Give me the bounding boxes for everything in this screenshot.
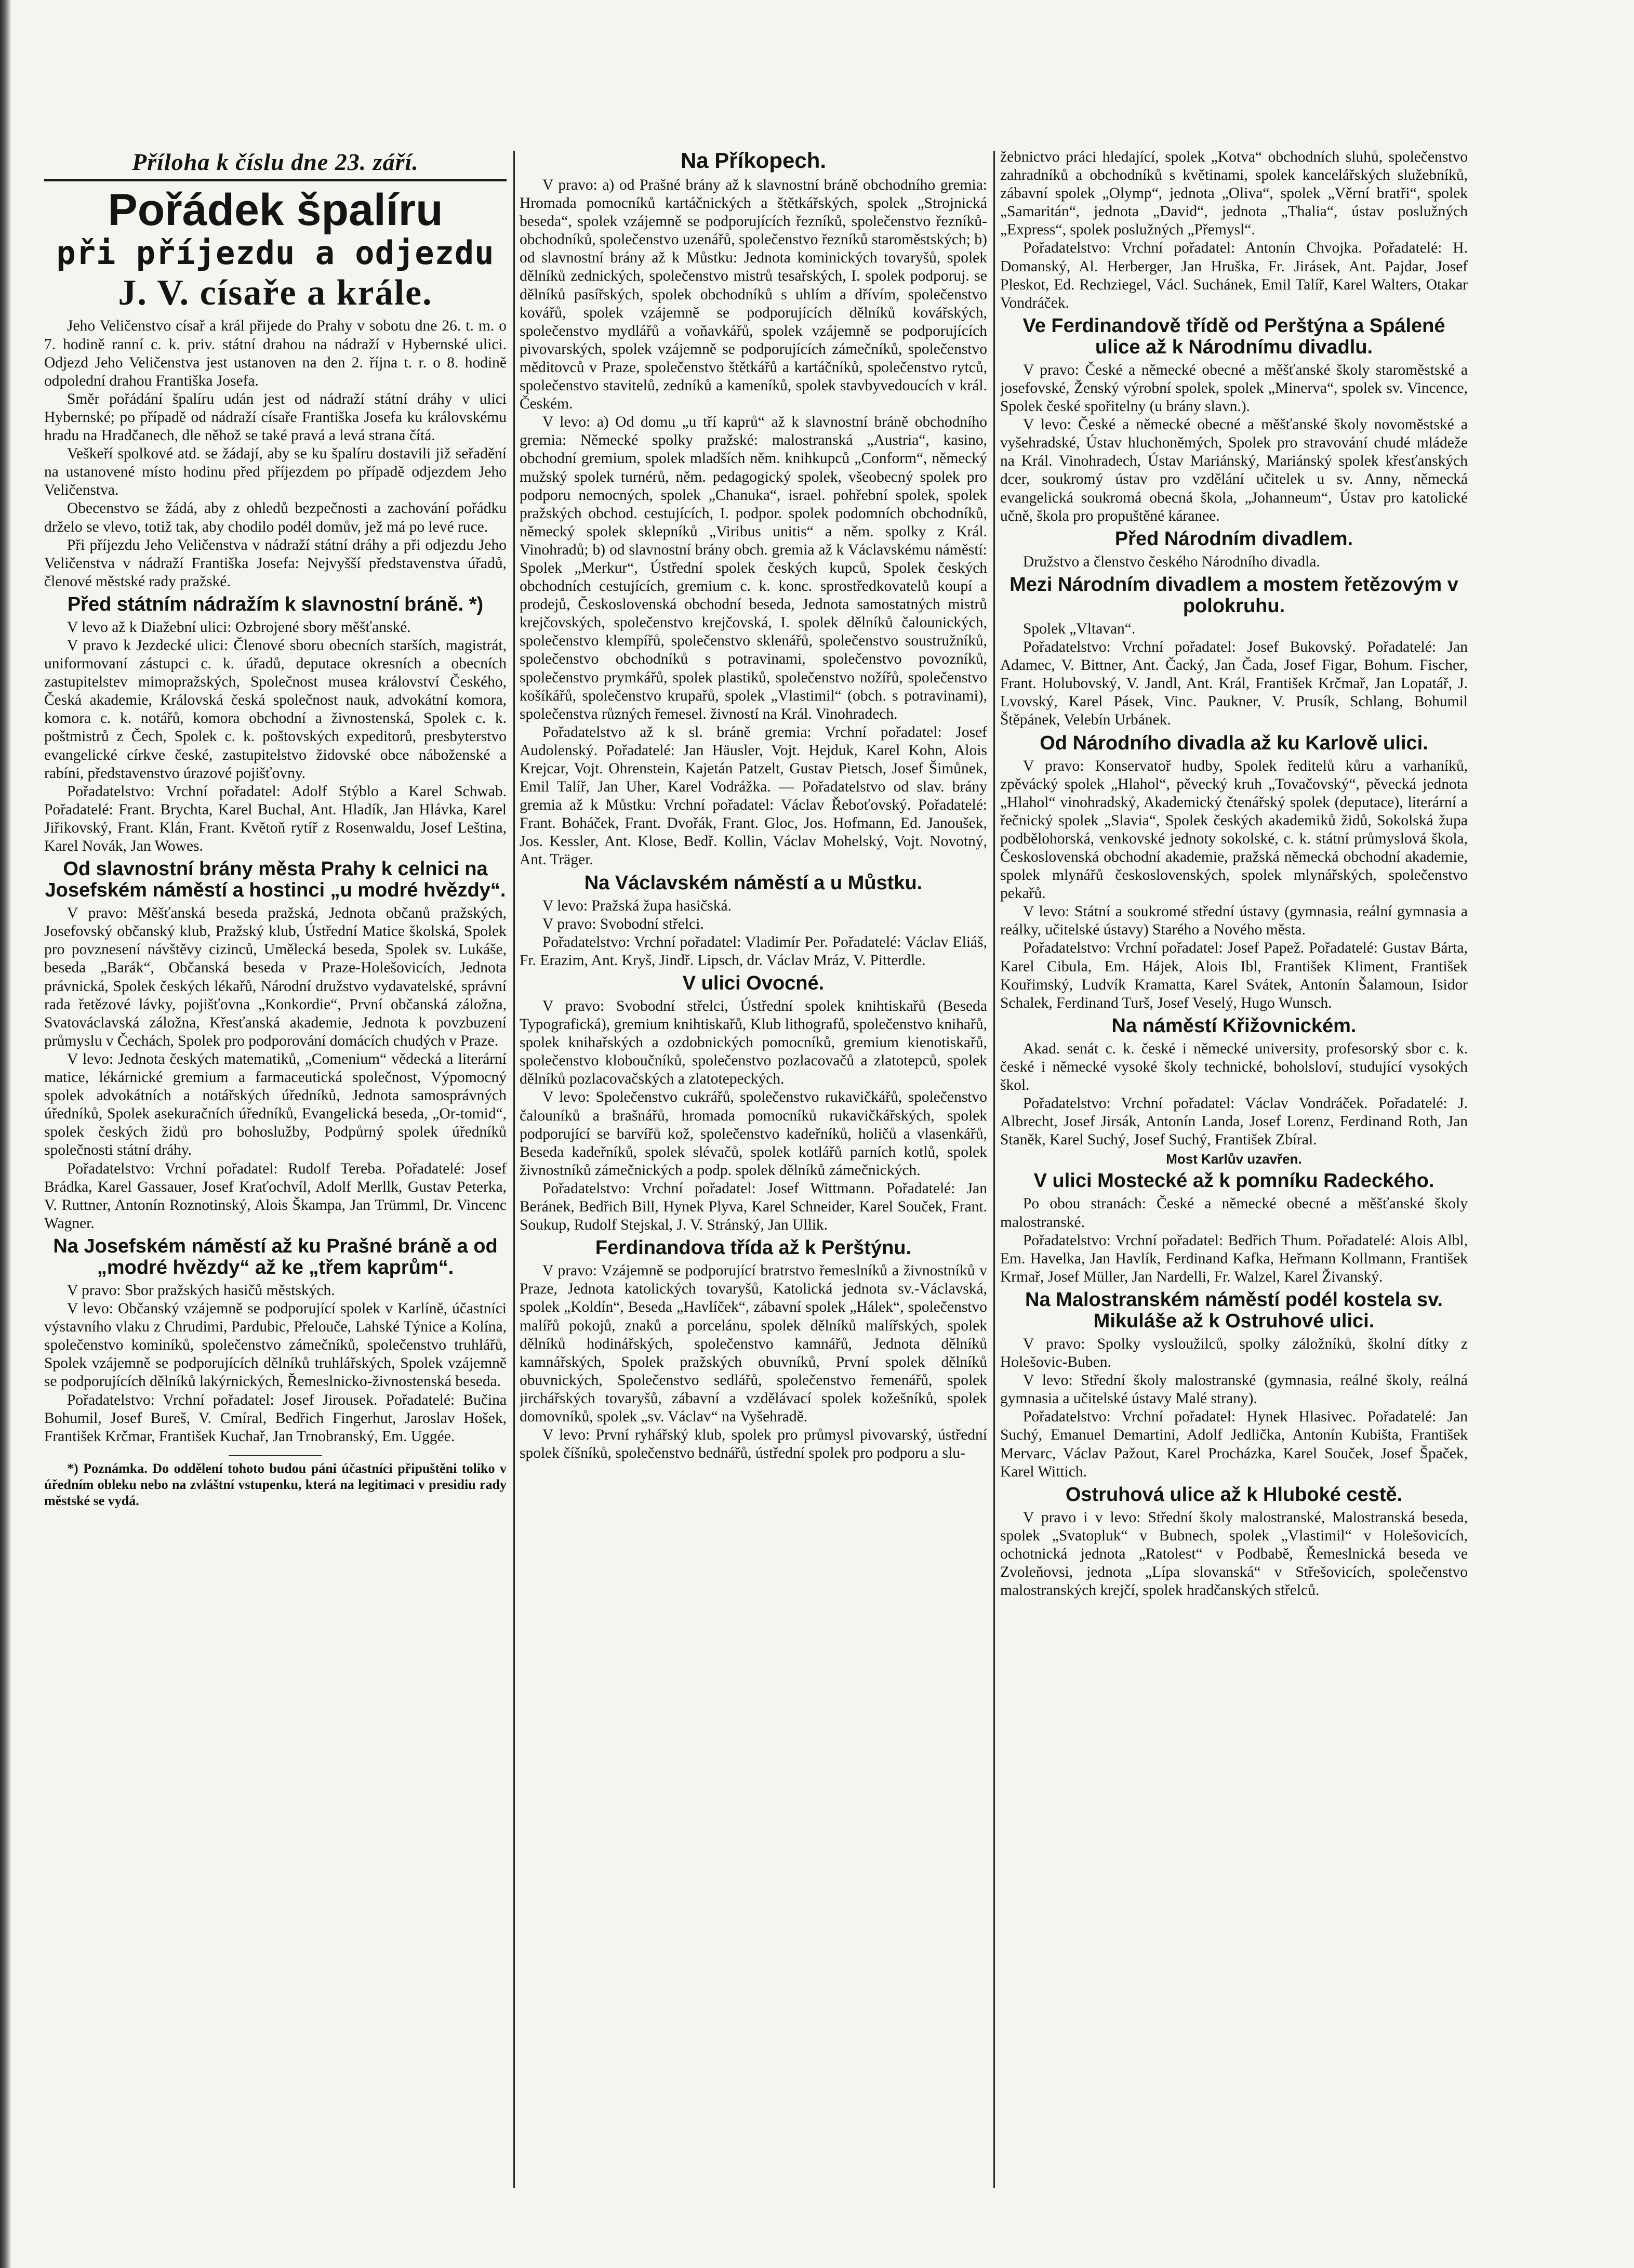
- footnote: *) Poznámka. Do oddělení tohoto budou páni účastníci připuštěni toliko v úředním obleku nebo na zvláštní vstupenku, která na legitimaci v presidiu rady městské se vydá.: [44, 1460, 507, 1509]
- column-divider: [993, 151, 995, 2188]
- section-heading: Na Malostranském náměstí podél kostela sv. Mikuláše až k Ostruhové ulici.: [1025, 1288, 1443, 1332]
- section-heading: Před Národním divadlem.: [1114, 528, 1353, 550]
- paragraph: Pořadatelstvo: Vrchní pořadatel: Václav Vondráček. Pořadatelé: J. Albrecht, Josef Jirsák, Antonín Landa, Josef Lorenz, Ferdinand Roth, Jan Staněk, Karel Suchý, Josef Suchý, František Zbíral.: [1000, 1095, 1468, 1149]
- section-heading: Na Václavském náměstí a u Můstku.: [584, 872, 923, 894]
- paragraph: Akad. senát c. k. české i německé university, profesorský sbor c. k. české i německé vysoké školy technické, boholsloví, studující vysokých škol.: [1000, 1040, 1468, 1094]
- paragraph: V pravo: Spolky vysloužilců, spolky záložníků, školní dítky z Holešovic-Buben.: [1000, 1336, 1468, 1371]
- paragraph: Pořadatelstvo: Vrchní pořadatel: Hynek Hlasivec. Pořadatelé: Jan Suchý, Emanuel Demartini, Adolf Jedlička, Antonín Kubišta, František Mervarc, Václav Pažout, Karel Procházka, Karel Souček, Josef Špaček, Karel Wittich.: [1000, 1408, 1468, 1480]
- page-subtitle-emperor: J. V. císaře a krále.: [118, 273, 433, 313]
- section-heading: Od Národního divadla až ku Karlově ulici.: [1040, 732, 1428, 754]
- column-1: [44, 148, 507, 2191]
- column-divider: [513, 151, 515, 2188]
- paragraph: V pravo: Svobodní střelci.: [542, 915, 704, 932]
- paragraph: V pravo: Konservatoř hudby, Spolek ředitelů kůru a varhaníků, zpěvácký spolek „Hlahol“, pěvecký kruh „Tovačovský“, pěvecká jednota „Hlahol“ vinohradský, Akademický čtenářský spolek (deputace), literární a řečnický spolek „Slavia“, Spolek českých akademiků židů, Sokolská župa podbělohorská, venkovské jednoty sokolské, c. k. státní průmyslová škola, Československá obchodní akademie, pražská německá obchodní akademie, spolek mlynářů československých, spolek mlynářských, společenstvo pekařů.: [1000, 757, 1468, 902]
- section-heading: Na Josefském náměstí až ku Prašné bráně a od „modré hvězdy“ až ke „třem kaprům“.: [53, 1235, 498, 1278]
- paragraph: Obecenstvo se žádá, aby z ohledů bezpečnosti a zachování pořádku drželo se vlevo, totiž tak, aby chodilo podél domův, jež má po levé ruce.: [44, 500, 507, 535]
- paragraph: Pořadatelstvo: Vrchní pořadatel: Vladimír Per. Pořadatelé: Václav Eliáš, Fr. Erazim, Ant. Kryš, Jindř. Lipsch, dr. Václav Mráz, V. Pitterdle.: [520, 933, 987, 969]
- paragraph: V levo: České a německé obecné a měšťanské školy novoměstské a vyšehradské, Ústav hluchoněmých, Spolek pro stravování chudé mládeže na Král. Vinohradech, Ústav Mariánský, Mariánský spolek křesťanských dcer, soukromý ústav pro vzdělání učitelek u sv. Anny, německá evangelická soukromá obecná škola, „Johanneum“, Ústav pro katolické učně, škola pro propuštěné káranee.: [1000, 416, 1468, 524]
- paragraph: Pořadatelstvo: Vrchní pořadatel: Rudolf Tereba. Pořadatelé: Josef Brádka, Karel Gassauer, Josef Kraťochvíl, Adolf Merllk, Gustav Peterka, V. Ruttner, Antonín Roznotinský, Alois Škampa, Jan Trümml, Dr. Vincenc Wagner.: [44, 1160, 507, 1232]
- paragraph: V pravo: Vzájemně se podporující bratrstvo řemeslníků a živnostníků v Praze, Jednota katolických tovaryšů, Katolická jednota sv.-Václavská, spolek „Koldín“, Beseda „Havlíček“, zábavní spolek „Hálek“, společenstvo malířů pokojů, znaků a porcelánu, spolek dělníků malířských, spolek dělníků hodinářských, společenstvo kamnářů, Jednota dělníků kamnářských, Spolek pražských obuvníků, První spolek dělníků obuvnických, Společenstvo sedlářů, společenstvo řemenářů, spolek jirchářských tovaryšů, zábavní a vzdělávací spolek kožešníků, spolek domovníků, spolek „sv. Václav“ na Vyšehradě.: [520, 1262, 987, 1425]
- supplement-line: Příloha k číslu dne 23. září.: [132, 149, 419, 175]
- column-3: [1000, 148, 1468, 2206]
- paragraph: Při příjezdu Jeho Veličenstva v nádraží státní dráhy a při odjezdu Jeho Veličenstva v nádraží Františka Josefa: Nejvyšší představenstva úřadů, členové městské rady pražské.: [44, 536, 507, 590]
- paragraph: Pořadatelstvo: Vrchní pořadatel: Josef Bukovský. Pořadatelé: Jan Adamec, V. Bittner, Ant. Čacký, Jan Čada, Josef Figar, Bohum. Fischer, Frant. Holubovský, V. Jandl, Ant. Král, František Krčmař, Jan Lopatář, J. Lvovský, Karel Pásek, Vinc. Paukner, V. Prusík, Schlang, Bohumil Štěpánek, Velebín Urbánek.: [1000, 639, 1468, 729]
- paragraph: V levo: Jednota českých matematiků, „Comenium“ vědecká a literární matice, lékárnické gremium a farmaceutická společnost, Výpomocný spolek advokátních a notářských úředníků, Jednota samosprávných úředníků, Spolek asekuračních úředníků, Evangelická beseda, „Or-tomid“, spolek českých židů pro bohoslužby, Podpůrný spolek úředníků společnosti státní dráhy.: [44, 1050, 507, 1159]
- paragraph: V pravo: Sbor pražských hasičů městských.: [67, 1282, 335, 1299]
- paragraph: Pořadatelstvo: Vrchní pořadatel: Bedřich Thum. Pořadatelé: Alois Albl, Em. Havelka, Jan Havlík, Ferdinand Kafka, Heřmann Kollmann, František Krmař, Josef Müller, Jan Nardelli, Fr. Walzel, Karel Živanský.: [1000, 1232, 1468, 1285]
- section-heading: V ulici Mostecké až k pomníku Radeckého.: [1033, 1170, 1434, 1192]
- section-heading: V ulici Ovocné.: [682, 972, 825, 994]
- paragraph: V levo: Střední školy malostranské (gymnasia, reálné školy, reálná gymnasia a učitelské ústavy Malé strany).: [1000, 1372, 1468, 1407]
- paragraph: V pravo k Jezdecké ulici: Členové sboru obecních starších, magistrát, uniformovaní zástupci c. k. úřadů, deputace okresních a obecních zastupitelstev mimopražských, Společnost musea království Českého, Česká akademie, Královská česká společnost nauk, advokátní komora, komora c. k. notářů, komora obchodní a živnostenská, Spolek c. k. poštmistrů z Čech, Spolek c. k. poštovských expeditorů, presbyterstvo evangelické církve české, zastupitelstvo židovské obce náboženské a rabíni, představenstvo úrazové pojišťovny.: [44, 637, 507, 782]
- binding-edge: [0, 0, 11, 2268]
- paragraph: V levo: Pražská župa hasičská.: [542, 897, 732, 914]
- paragraph: V levo: Společenstvo cukrářů, společenstvo rukavičkářů, společenstvo čalouníků a brašnářů, hromada pomocníků rukavičkářských, spolek podporující se barvířů kož, společenstvo kadeřníků, holičů a vlasenkářů, Beseda kadeřníků, spolek slévačů, spolek kotlářů parních kotlů, spolek živnostníků zámečnických a podp. spolek dělníků zámečnických.: [520, 1089, 987, 1179]
- paragraph: Veškeří spolkové atd. se žádají, aby se ku špalíru dostavili již seřadění na ustanovené místo hodinu před příjezdem po případě odjezdem Jeho Veličenstva.: [44, 445, 507, 499]
- page-subtitle: při příjezdu a odjezdu: [56, 234, 495, 272]
- paragraph: Směr pořádání špalíru udán jest od nádraží státní dráhy v ulici Hybernské; po případě od nádraží císaře Františka Josefa ku královskému hradu na Hradčanech, dle něhož se také pravá a levá strana čítá.: [44, 390, 507, 444]
- paragraph: V levo: První ryhářský klub, spolek pro průmysl pivovarský, ústřední spolek číšníků, společenstvo bednářů, ústřední spolek pro podporu a slu-: [520, 1427, 987, 1462]
- paragraph: Pořadatelstvo až k sl. bráně gremia: Vrchní pořadatel: Josef Audolenský. Pořadatelé: Jan Häusler, Vojt. Hejduk, Karel Kohn, Alois Krejcar, Vojt. Ohrenstein, Kajetán Patzelt, Gustav Pietsch, Josef Šimůnek, Emil Talíř, Jan Uher, Karel Vodrážka. — Pořadatelstvo od slav. brány gremia až k Můstku: Vrchní pořadatel: Václav Řeboťovský. Pořadatelé: Frant. Boháček, Frant. Dvořák, Frant. Gloc, Jos. Hofmann, Ed. Janoušek, Jos. Kessler, Ant. Klose, Bedř. Kollin, Václav Mohelský, Vojt. Novotný, Ant. Träger.: [520, 723, 987, 868]
- paragraph: Pořadatelstvo: Vrchní pořadatel: Josef Jirousek. Pořadatelé: Bučina Bohumil, Josef Bureš, V. Cmíral, Bedřich Fingerhut, Jaroslav Hošek, František Krčmar, František Kuchař, Jan Trnobranský, Em. Uggée.: [44, 1391, 507, 1445]
- paragraph: Jeho Veličenstvo císař a král přijede do Prahy v sobotu dne 26. t. m. o 7. hodině ranní c. k. priv. státní drahou na nádraží v Hybernské ulici. Odjezd Jeho Veličenstva jest ustanoven na den 2. října t. r. o 8. hodině odpolední drahou Františka Josefa.: [44, 318, 507, 389]
- paragraph: žebnictvo práci hledající, spolek „Kotva“ obchodních sluhů, společenstvo zahradníků a obchodníků s květinami, spolek kancelářských služebníků, zábavní spolek „Olymp“, jednota „Oliva“, spolek „Věrní bratři“, spolek „Samaritán“, jednota „David“, jednota „Thalia“, ústav poslužných „Express“, spolek poslužných „Přemysl“.: [1000, 149, 1468, 239]
- paragraph: Po obou stranách: České a německé obecné a měšťanské školy malostranské.: [1000, 1195, 1468, 1231]
- section-heading: Na náměstí Křižovnickém.: [1111, 1014, 1357, 1037]
- notice-line: Most Karlův uzavřen.: [1166, 1151, 1302, 1167]
- paragraph: Pořadatelstvo: Vrchní pořadatel: Adolf Stýblo a Karel Schwab. Pořadatelé: Frant. Brychta, Karel Buchal, Ant. Hladík, Jan Hlávka, Karel Jiřikovský, Frant. Klán, Frant. Květoň rytíř z Rosenwaldu, Josef Leština, Karel Novák, Jan Wowes.: [44, 783, 507, 855]
- paragraph: V pravo i v levo: Střední školy malostranské, Malostranská beseda, spolek „Svatopluk“ v Bubnech, spolek „Vlastimil“ v Holešovicích, ochotnická jednota „Ratolest“ v Podbabě, Řemeslnická beseda ve Zvoleňovsi, jednota „Lípa slovanská“ v Střešovicích, společenstvo malostranských krejčí, spolek hradčanských střelců.: [1000, 1509, 1468, 1599]
- section-heading: Od slavnostní brány města Prahy k celnici na Josefském náměstí a hostinci „u modré hvězdy“.: [45, 858, 506, 902]
- header-rule: [44, 179, 507, 181]
- paragraph: V pravo: České a německé obecné a měšťanské školy staroměstské a josefovské, Ženský výrobní spolek, spolek „Minerva“, spolek sv. Vincence, Spolek české spořitelny (u brány slavn.).: [1000, 361, 1468, 415]
- section-heading: Ve Ferdinandově třídě od Perštýna a Spálené ulice až k Národnímu divadlu.: [1022, 314, 1445, 358]
- paragraph: Pořadatelstvo: Vrchní pořadatel: Josef Papež. Pořadatelé: Gustav Bárta, Karel Cibula, Em. Hájek, Alois Ibl, František Kliment, František Kouřimský, Ludvík Kramatta, Karel Svátek, Antonín Šalamoun, Isidor Schalek, Ferdinand Turš, Josef Veselý, Hugo Wunsch.: [1000, 940, 1468, 1011]
- section-heading: Ferdinandova třída až k Perštýnu.: [595, 1237, 912, 1259]
- paragraph: V levo až k Diažební ulici: Ozbrojené sbory měšťanské.: [67, 618, 411, 636]
- paragraph: V pravo: a) od Prašné brány až k slavnostní bráně obchodního gremia: Hromada pomocníků kartáčnických a štětkářských, spolek „Strojnická beseda“, spolek vzájemně se podporujících řezníků, společenstvo řezníků-obchodníků, společenstvo uzenářů, společenstvo řezníků staroměstských; b) od slavnostní brány až k Můstku: Jednota kominických tovaryšů, spolek dělníků zednických, společenstvo mistrů tesařských, I. spolek podporuj. se dělníků pasířských, spolek obchodníků s uhlím a dřívím, společenstvo kovářů, spolek vzájemně se podporujících dělníků kovářských, společenstvo mydlářů a voňavkářů, spolek vzájemně se podporujících pivovarských, spolek vzájemně se podporujících zámečníků, společenstvo měditovců v Praze, společenstvo štětkářů a kartáčníků, společenstvo rytců, společenstvo stavitelů, zedníků a kameníků, spolek stavbyvedoucích v král. Českém.: [520, 177, 987, 413]
- column-heading: Na Příkopech.: [680, 148, 827, 173]
- section-heading: Mezi Národním divadlem a mostem řetězovým v polokruhu.: [1009, 573, 1458, 617]
- paragraph: Pořadatelstvo: Vrchní pořadatel: Josef Wittmann. Pořadatelé: Jan Beránek, Bedřich Bill, Hynek Plyva, Karel Schneider, Karel Souček, Frant. Soukup, Rudolf Stejskal, J. V. Stránský, Jan Ullik.: [520, 1180, 987, 1234]
- paragraph: Pořadatelstvo: Vrchní pořadatel: Antonín Chvojka. Pořadatelé: H. Domanský, Al. Herberger, Jan Hruška, Fr. Jirásek, Ant. Pajdar, Josef Pleskot, Ed. Rechziegel, Václ. Suchánek, Emil Talíř, Karel Walters, Otakar Vondráček.: [1000, 240, 1468, 311]
- paragraph: V levo: a) Od domu „u tří kaprů“ až k slavnostní bráně obchodního gremia: Německé spolky pražské: malostranská „Austria“, kasino, obchodní gremium, spolek mladších něm. knihkupců „Conform“, německý mužský spolek turnérů, něm. pedagogický spolek, všeobecný spolek pro podporu nemocných, spolek „Chanuka“, israel. pohřební spolek, spolek pražských obchod. cestujících, I. podpor. spolek podomních obchodníků, německý spolek sklepníků „Viribus unitis“ a něm. spolky z Král. Vinohradů; b) od slavnostní brány obch. gremia až k Václavskému náměstí: Spolek „Merkur“, Ústřední spolek českých kupců, Spolek českých obchodních cestujících, gremium c. k. konc. sprostředkovatelů koupí a prodejů, Československá obchodní beseda, Jednota samostatných mistrů krejčovských, společenstvo krejčovská, I. spolek dělníků čalounických, společenstvo klempířů, společenstvo sklenářů, společenstvo soustružníků, společenstvo obchodníků s potravinami, společenstvo povozníků, společenstvo prymkářů, spolek plastiků, společenstvo nožířů, společenstvo košíkářů, společenstvo krupařů, spolek „Vlastimil“ (obch. s potravinami), společenstva různých řemesel. živností na Král. Vinohradech.: [520, 414, 987, 722]
- paragraph: Družstvo a členstvo českého Národního divadla.: [1023, 553, 1320, 570]
- paragraph: V levo: Občanský vzájemně se podporující spolek v Karlíně, účastníci výstavního vlaku z Chrudimi, Pardubic, Přelouče, Lahské Týnice a Kolína, společenstvo kominíků, společenstvo zámečníků, společenstvo truhlářů, Spolek vzájemně se podporujících dělníků truhlářských, Spolek vzájemně se podporujících dělníků lakýrnických, Řemeslnicko-živnostenská beseda.: [44, 1300, 507, 1390]
- paragraph: V pravo: Měšťanská beseda pražská, Jednota občanů pražských, Josefovský občanský klub, Pražský klub, Ústřední Matice školská, Spolek pro povznesení návštěvy cizinců, Umělecká beseda, Spolek sv. Lukáše, beseda „Barák“, Občanská beseda v Praze-Holešovicích, Jednota právnická, Spolek českých lékařů, Národní družstvo vydavatelské, správní rada řetězové lávky, pojišťovna „Konkordie“, První občanská záložna, Svatováclavská záložna, Křesťanská akademie, Jednota k povzbuzení průmyslu v Čechách, Spolek pro podporování domácích chudých v Praze.: [44, 905, 507, 1049]
- section-heading: Ostruhová ulice až k Hluboké cestě.: [1065, 1483, 1403, 1506]
- paragraph: Spolek „Vltavan“.: [1023, 620, 1136, 637]
- footnote-rule: [229, 1455, 322, 1456]
- paragraph: V levo: Státní a soukromé střední ústavy (gymnasia, reální gymnasia a reálky, učitelské ústavy) Starého a Nového města.: [1000, 903, 1468, 939]
- section-heading: Před státním nádražím k slavnostní bráně. *): [67, 593, 484, 615]
- paragraph: V pravo: Svobodní střelci, Ústřední spolek knihtiskařů (Beseda Typografická), gremium knihtiskařů, Klub lithografů, společenstvo knihařů, spolek knihařských a ozdobnických pomocníků, gremium kienotiskařů, společenstvo kloboučníků, společenstvo pozlacovačů a zlatotepců, spolek dělníků pozlacovačských a zlatotepeckých.: [520, 998, 987, 1088]
- column-2: [520, 148, 987, 2206]
- page-title: Pořádek špalíru: [108, 185, 443, 235]
